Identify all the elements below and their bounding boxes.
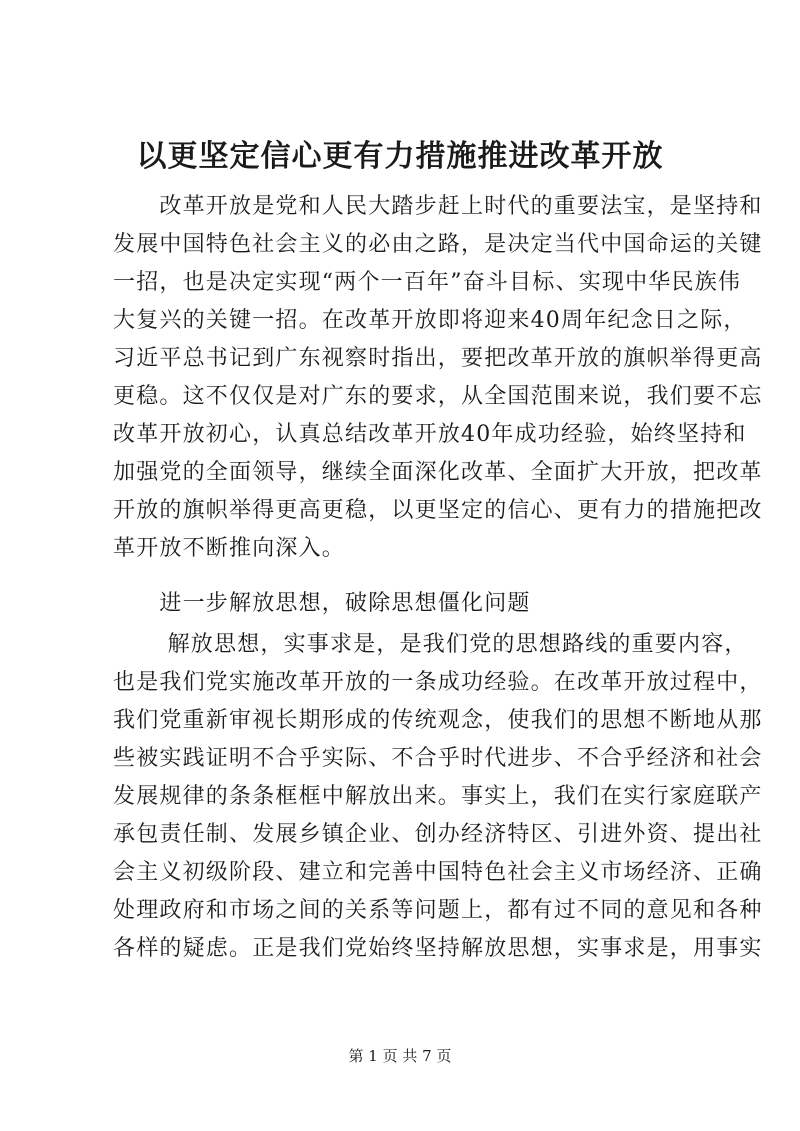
text-line: 更稳。这不仅仅是对广东的要求，从全国范围来说，我们要不忘: [113, 384, 763, 409]
text-line: 解放思想，实事求是，是我们党的思想路线的重要内容，: [113, 632, 748, 657]
text-line: 我们党重新审视长期形成的传统观念，使我们的思想不断地从那: [113, 708, 763, 733]
text-line: 各样的疑虑。正是我们党始终坚持解放思想，实事求是，用事实: [113, 936, 763, 961]
section-heading: 进一步解放思想，破除思想僵化问题: [113, 591, 531, 616]
text-line: 处理政府和市场之间的关系等问题上，都有过不同的意见和各种: [113, 898, 763, 923]
text-line: 承包责任制、发展乡镇企业、创办经济特区、引进外资、提出社: [113, 822, 763, 847]
text-line: 改革开放是党和人民大踏步赶上时代的重要法宝，是坚持和: [113, 194, 763, 219]
page-footer: 第 1 页 共 7 页: [348, 1047, 452, 1065]
text-line: 开放的旗帜举得更高更稳，以更坚定的信心、更有力的措施把改: [113, 498, 763, 523]
text-line: 也是我们党实施改革开放的一条成功经验。在改革开放过程中，: [113, 670, 763, 695]
text-line: 大复兴的关键一招。在改革开放即将迎来40周年纪念日之际，: [113, 308, 747, 333]
text-line: 习近平总书记到广东视察时指出，要把改革开放的旗帜举得更高: [113, 346, 763, 371]
text-line: 会主义初级阶段、建立和完善中国特色社会主义市场经济、正确: [113, 860, 763, 885]
text-line: 革开放不断推向深入。: [113, 536, 346, 561]
text-line: 加强党的全面领导，继续全面深化改革、全面扩大开放，把改革: [113, 460, 763, 485]
text-line: 一招，也是决定实现“两个一百年”奋斗目标、实现中华民族伟: [113, 270, 742, 295]
text-line: 发展规律的条条框框中解放出来。事实上，我们在实行家庭联产: [113, 784, 763, 809]
document-title: 以更坚定信心更有力措施推进改革开放: [136, 139, 664, 174]
text-line: 些被实践证明不合乎实际、不合乎时代进步、不合乎经济和社会: [113, 746, 763, 771]
text-line: 改革开放初心，认真总结改革开放40年成功经验，始终坚持和: [113, 422, 747, 447]
text-line: 发展中国特色社会主义的必由之路，是决定当代中国命运的关键: [113, 232, 763, 257]
